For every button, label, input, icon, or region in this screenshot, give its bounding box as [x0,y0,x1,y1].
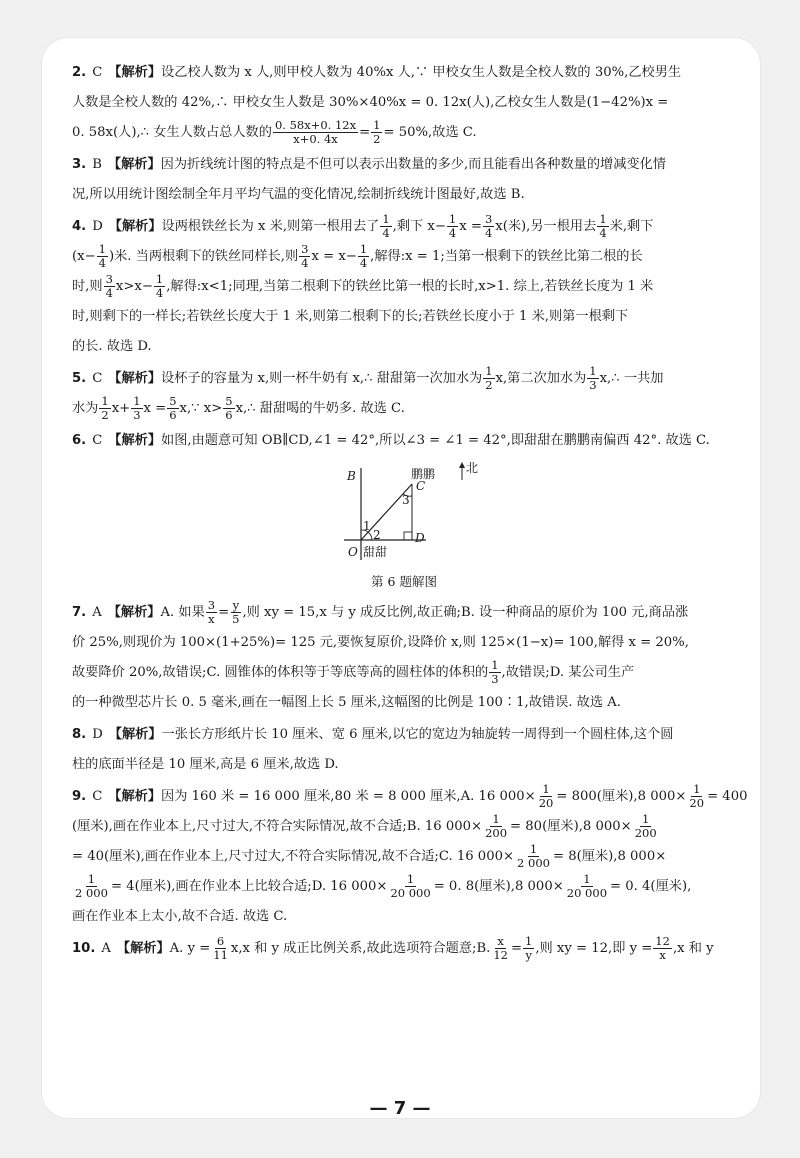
denominator: 4 [359,256,368,270]
fraction [587,365,598,392]
answer-letter: C [92,789,103,804]
numerator: 1 [492,812,500,826]
text-line: 时,则剩下的一样长;若铁丝长度大于 1 米,则第二根剩下的长;若铁丝长度小于 1 米,则第一根剩下 [72,309,629,324]
fraction [211,935,230,962]
fraction [99,395,110,422]
denominator: x+0. 4x [293,132,338,146]
numerator: 1 [525,934,533,948]
label-north: 北 [466,461,479,475]
question-number: 2. [72,65,87,80]
analysis-tag: 【解析】 [116,941,170,956]
question-3 [72,150,736,210]
question-number: 4. [72,219,87,234]
numerator: 3 [105,272,113,286]
text-span: 设两根铁丝长为 x 米,则第一根用去了 [161,219,380,234]
text-line: 因为折线统计图的特点是不但可以表示出数量的多少,而且能看出各种数量的增减变化情 [160,157,666,172]
page-number: — 7 — [369,1098,431,1119]
denominator: 4 [105,286,113,300]
question-7 [72,598,736,718]
numerator: 5 [225,394,233,408]
analysis-tag: 【解析】 [108,727,162,742]
text-span: x,∴ 甜甜喝的牛奶多. 故选 C. [235,401,405,416]
numerator: 1 [529,842,538,856]
numerator: 1 [693,782,701,796]
fraction [371,119,382,146]
text-span: x+ [111,401,131,416]
fraction [687,783,706,810]
numerator: 1 [485,364,493,378]
label-angle-2: 2 [373,528,381,542]
fraction [104,273,115,300]
text-span: = [218,605,230,620]
text-line: 的长. 故选 D. [72,339,152,354]
denominator: 200 [485,826,508,840]
text-span: = 8(厘米),8 000× [552,849,667,864]
text-span: 设杯子的容量为 x,则一杯牛奶有 x,∴ 甜甜第一次加水为 [161,371,483,386]
text-span: 米,剩下 [609,219,654,234]
denominator: 4 [599,226,607,240]
fraction [154,273,165,300]
text-span: x = [459,219,482,234]
text-span: x,∴ 一共加 [599,371,664,386]
answer-letter: C [92,371,103,386]
question-2 [72,58,736,148]
text-line: 人数是全校人数的 42%,∴ 甲校女生人数是 30%×40%x = 0. 12x(人),乙校女生人数是(1−42%)x = [72,95,669,110]
label-tiantian: 甜甜 [363,545,388,559]
question-number: 3. [72,157,87,172]
text-span: = [510,941,523,956]
answer-letter: C [92,65,103,80]
analysis-tag: 【解析】 [107,157,161,172]
denominator: 4 [382,226,390,240]
text-line: 一张长方形纸片长 10 厘米、宽 6 厘米,以它的宽边为轴旋转一周得到一个圆柱体,这个圆 [161,727,674,742]
figure-caption: 第 6 题解图 [371,574,437,589]
fraction [633,813,659,840]
denominator: 20 000 [566,886,608,900]
answer-letter: D [92,727,103,742]
denominator: x [208,612,215,626]
numerator: 5 [169,394,177,408]
text-span: = 80(厘米),8 000× [510,819,632,834]
numerator: 3 [484,212,493,226]
analysis-tag: 【解析】 [108,219,162,234]
numerator: 1 [406,872,415,886]
text-span: x = x− [311,249,357,264]
question-9 [72,782,748,932]
fraction [206,599,217,626]
answer-letter: C [92,433,103,448]
numerator: 1 [583,872,591,886]
text-span: = 0. 8(厘米),8 000× [433,879,564,894]
text-span: ,则 xy = 12,即 y = [535,941,653,956]
question-number: 7. [72,605,87,620]
question-10 [72,934,736,964]
numerator: 1 [133,394,141,408]
question-6 [72,426,736,592]
answer-letter: A [92,605,102,620]
text-span: 0. 58x(人),∴ 女生人数占总人数的 [72,125,272,140]
label-pengpeng: 鹏鹏 [411,467,436,481]
fraction [653,935,672,962]
text-line: 如图,由题意可知 OB∥CD,∠1 = 42°,所以∠3 = ∠1 = 42°,即甜甜在鹏鹏南偏西 42°. 故选 C. [161,433,710,448]
denominator: 200 [634,826,657,840]
text-span: ,故错误;D. 某公司生产 [501,665,635,680]
question-4 [72,212,736,362]
angle-2-arc [368,532,372,540]
text-span: = 0. 4(厘米), [610,879,692,894]
text-span: 故要降价 20%,故错误;C. 圆锥体的体积等于等底等高的圆柱体的体积的 [72,665,489,680]
label-angle-1: 1 [363,519,371,533]
text-span: x = [143,401,167,416]
fraction [537,783,556,810]
numerator: 1 [87,872,96,886]
numerator: 1 [359,242,368,256]
denominator: x [659,948,666,962]
denominator: 2 [101,408,109,422]
text-span: = 800(厘米),8 000× [556,789,687,804]
answer-letter: D [92,219,103,234]
numerator: 1 [101,394,109,408]
denominator: 4 [155,286,164,300]
text-line: 价 25%,则现价为 100×(1+25%)= 125 元,要恢复原价,设降价 x,则 125×(1−x)= 100,解得 x = 20%, [72,635,689,650]
denominator: y [525,948,532,962]
fraction [97,243,108,270]
text-span: ,x 和 y [672,941,714,956]
numerator: 1 [599,212,607,226]
text-span: 水为 [72,401,99,416]
answer-letter: B [92,157,102,172]
numerator: 1 [98,242,106,256]
question-8 [72,720,736,780]
denominator: 3 [491,672,499,686]
question-number: 10. [72,941,96,956]
fraction [447,213,458,240]
fraction [299,243,310,270]
denominator: 6 [225,408,233,422]
denominator: 5 [232,612,240,626]
text-span: x(米),另一根用去 [495,219,597,234]
text-line: 设乙校人数为 x 人,则甲校人数为 40%x 人,∵ 甲校女生人数是全校人数的 30%,乙校男生 [161,65,682,80]
denominator: 2 000 [517,856,550,870]
fraction [523,935,534,962]
numerator: 1 [448,212,457,226]
analysis-tag: 【解析】 [108,371,162,386]
denominator: 2 000 [75,886,108,900]
text-line: 的一种微型芯片长 0. 5 毫米,画在一幅图上长 5 厘米,这幅图的比例是 100∶1,故错误. 故选 A. [72,695,621,710]
numerator: 6 [216,934,225,948]
text-span: ,解得:x = 1;当第一根剩下的铁丝比第二根的长 [370,249,643,264]
numerator: 1 [542,782,550,796]
text-span: A. 如果 [160,605,205,620]
denominator: 20 000 [390,886,431,900]
fraction [483,813,509,840]
fraction [483,213,494,240]
label-d: D [415,531,425,545]
analysis-tag: 【解析】 [107,605,161,620]
fraction [167,395,178,422]
numerator: y [232,598,240,612]
fraction [223,395,234,422]
north-arrow-icon [459,462,465,468]
text-span: x,第二次加水为 [495,371,587,386]
denominator: 4 [98,256,106,270]
text-span: ,则 xy = 15,x 与 y 成反比例,故正确;B. 设一种商品的原价为 100 元,商品涨 [242,605,689,620]
text-span: x>x− [115,279,153,294]
fraction [230,599,241,626]
fraction [515,843,552,870]
numerator: 12 [655,934,670,948]
text-span: )米. 当两根剩下的铁丝同样长,则 [108,249,299,264]
denominator: 4 [484,226,493,240]
denominator: 2 [373,132,381,146]
numerator: 0. 58x+0. 12x [274,118,357,132]
figure-q6 [72,460,736,592]
denominator: 3 [133,408,141,422]
text-line: 画在作业本上太小,故不合适. 故选 C. [72,909,288,924]
text-span: 因为 160 米 = 16 000 厘米,80 米 = 8 000 厘米,A. 16 000× [161,789,536,804]
numerator: 1 [491,658,499,672]
denominator: 4 [301,256,309,270]
question-number: 9. [72,789,87,804]
label-angle-3: 3 [402,493,410,507]
text-span: x,x 和 y 成正比例关系,故此选项符合题意;B. [230,941,491,956]
text-span: = 50%,故选 C. [383,125,477,140]
text-span: = [359,125,371,140]
denominator: 4 [448,226,457,240]
analysis-tag: 【解析】 [108,433,162,448]
denominator: 20 [689,796,705,810]
numerator: 3 [301,242,309,256]
question-number: 8. [72,727,87,742]
text-line: 况,所以用统计图绘制全年月平均气温的变化情况,绘制折线统计图最好,故选 B. [72,187,525,202]
fraction [358,243,369,270]
analysis-tag: 【解析】 [108,789,162,804]
denominator: 3 [589,378,597,392]
fraction [131,395,142,422]
numerator: 1 [382,212,390,226]
fraction [483,365,494,392]
text-span: = 4(厘米),画在作业本上比较合适;D. 16 000× [110,879,388,894]
fraction [380,213,391,240]
fraction [597,213,608,240]
analysis-tag: 【解析】 [108,65,162,80]
text-span: 时,则 [72,279,103,294]
text-span: (厘米),画在作业本上,尺寸过大,不符合实际情况,故不合适;B. 16 000× [72,819,483,834]
denominator: 6 [169,408,177,422]
direction-diagram [314,460,494,570]
fraction [388,873,432,900]
text-span: (x− [72,249,96,264]
text-span: x,∵ x> [179,401,223,416]
text-span: = 400 [707,789,748,804]
denominator: 12 [493,948,508,962]
denominator: 2 [485,378,493,392]
label-c: C [416,479,426,493]
fraction [489,659,500,686]
numerator: 3 [207,598,216,612]
right-angle-mark [404,532,412,540]
text-span: ,剩下 x− [392,219,446,234]
label-b: B [347,469,356,483]
question-5 [72,364,736,424]
numerator: 1 [155,272,164,286]
answer-letter: A [101,941,111,956]
question-number: 6. [72,433,87,448]
answer-content [72,58,748,966]
numerator: 1 [642,812,650,826]
numerator: 1 [589,364,597,378]
text-span: = 40(厘米),画在作业本上,尺寸过大,不符合实际情况,故不合适;C. 16 000× [72,849,515,864]
denominator: 11 [213,948,228,962]
text-span: ,解得:x<1;同理,当第二根剩下的铁丝比第一根的长时,x>1. 综上,若铁丝长度为 1 米 [166,279,654,294]
fraction [565,873,609,900]
fraction [273,119,358,146]
fraction [73,873,110,900]
text-line: 柱的底面半径是 10 厘米,高是 6 厘米,故选 D. [72,757,339,772]
label-o: O [348,545,358,559]
numerator: x [497,934,504,948]
text-span: A. y = [169,941,211,956]
numerator: 1 [373,118,381,132]
denominator: 20 [538,796,554,810]
fraction [491,935,510,962]
question-number: 5. [72,371,87,386]
